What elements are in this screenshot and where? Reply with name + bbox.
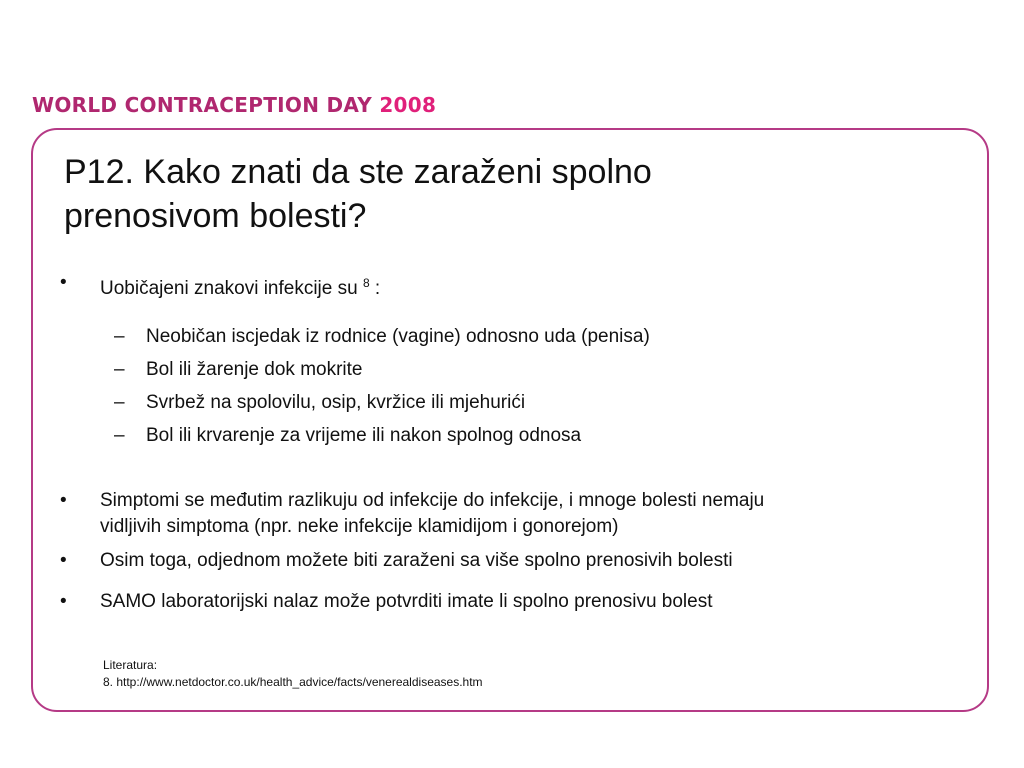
sub-item-text: Svrbež na spolovilu, osip, kvržice ili mjehurići	[146, 392, 526, 413]
logo-year: 2008	[379, 93, 437, 117]
bullet-marker: •	[60, 591, 67, 612]
bullet-marker: •	[60, 490, 67, 511]
dash-marker: –	[114, 326, 125, 347]
slide-title	[64, 150, 944, 238]
sub-item-text: Neobičan iscjedak iz rodnice (vagine) odnosno uda (penisa)	[146, 326, 650, 347]
bullet-marker: •	[60, 272, 67, 293]
bullet-text-line-1: Simptomi se međutim razlikuju od infekcije do infekcije, i mnoge bolesti nemaju	[100, 490, 765, 511]
references-heading: Literatura:	[103, 658, 158, 672]
bullet-marker: •	[60, 550, 67, 571]
bullet-text-line-2: vidljivih simptoma (npr. neke infekcije klamidijom i gonorejom)	[100, 516, 619, 537]
sub-item-text: Bol ili krvarenje za vrijeme ili nakon spolnog odnosa	[146, 425, 582, 446]
world-contraception-day-logo	[32, 93, 436, 117]
bullet-text: SAMO laboratorijski nalaz može potvrditi imate li spolno prenosivu bolest	[100, 591, 713, 612]
dash-marker: –	[114, 359, 125, 380]
reference-item: 8. http://www.netdoctor.co.uk/health_advice/facts/venerealdiseases.htm	[103, 675, 483, 689]
title-line-2: prenosivom bolesti?	[64, 197, 367, 235]
title-line-1: P12. Kako znati da ste zaraženi spolno	[64, 153, 652, 191]
footnote-ref: 8	[362, 276, 370, 290]
bullet-suffix: :	[369, 278, 381, 299]
dash-marker: –	[114, 425, 125, 446]
logo-text: WORLD CONTRACEPTION DAY	[32, 93, 373, 117]
bullet-text: Osim toga, odjednom možete biti zaraženi sa više spolno prenosivih bolesti	[100, 550, 733, 571]
sub-item-text: Bol ili žarenje dok mokrite	[146, 359, 363, 380]
dash-marker: –	[114, 392, 125, 413]
references	[103, 657, 483, 691]
bullet-text: Uobičajeni znakovi infekcije su	[100, 278, 358, 299]
